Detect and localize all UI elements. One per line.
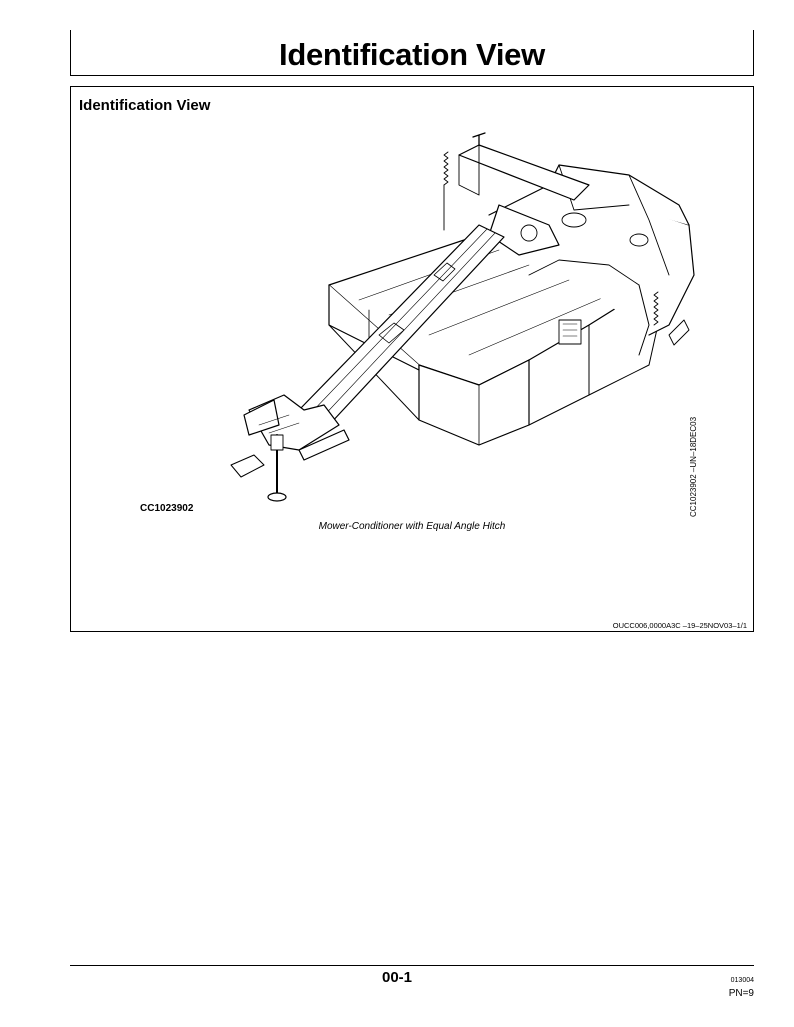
page-title: Identification View bbox=[279, 37, 545, 72]
figure-caption: Mower-Conditioner with Equal Angle Hitch bbox=[318, 521, 506, 532]
footer-pn: PN=9 bbox=[728, 988, 754, 999]
figure-id-label: CC1023902 bbox=[140, 503, 194, 514]
figure-vertical-code-text: CC1023902 –UN–18DEC03 bbox=[689, 416, 698, 517]
page-number: 00-1 bbox=[381, 969, 413, 986]
footer-date-code: 013004 bbox=[730, 977, 754, 984]
reference-code: OUCC006,0000A3C –19–25NOV03–1/1 bbox=[612, 621, 747, 630]
mower-conditioner-illustration bbox=[229, 125, 699, 515]
title-box bbox=[70, 30, 754, 76]
section-box bbox=[70, 86, 754, 632]
section-heading: Identification View bbox=[79, 97, 211, 114]
footer-rule bbox=[70, 965, 754, 966]
figure-vertical-code bbox=[689, 417, 699, 517]
